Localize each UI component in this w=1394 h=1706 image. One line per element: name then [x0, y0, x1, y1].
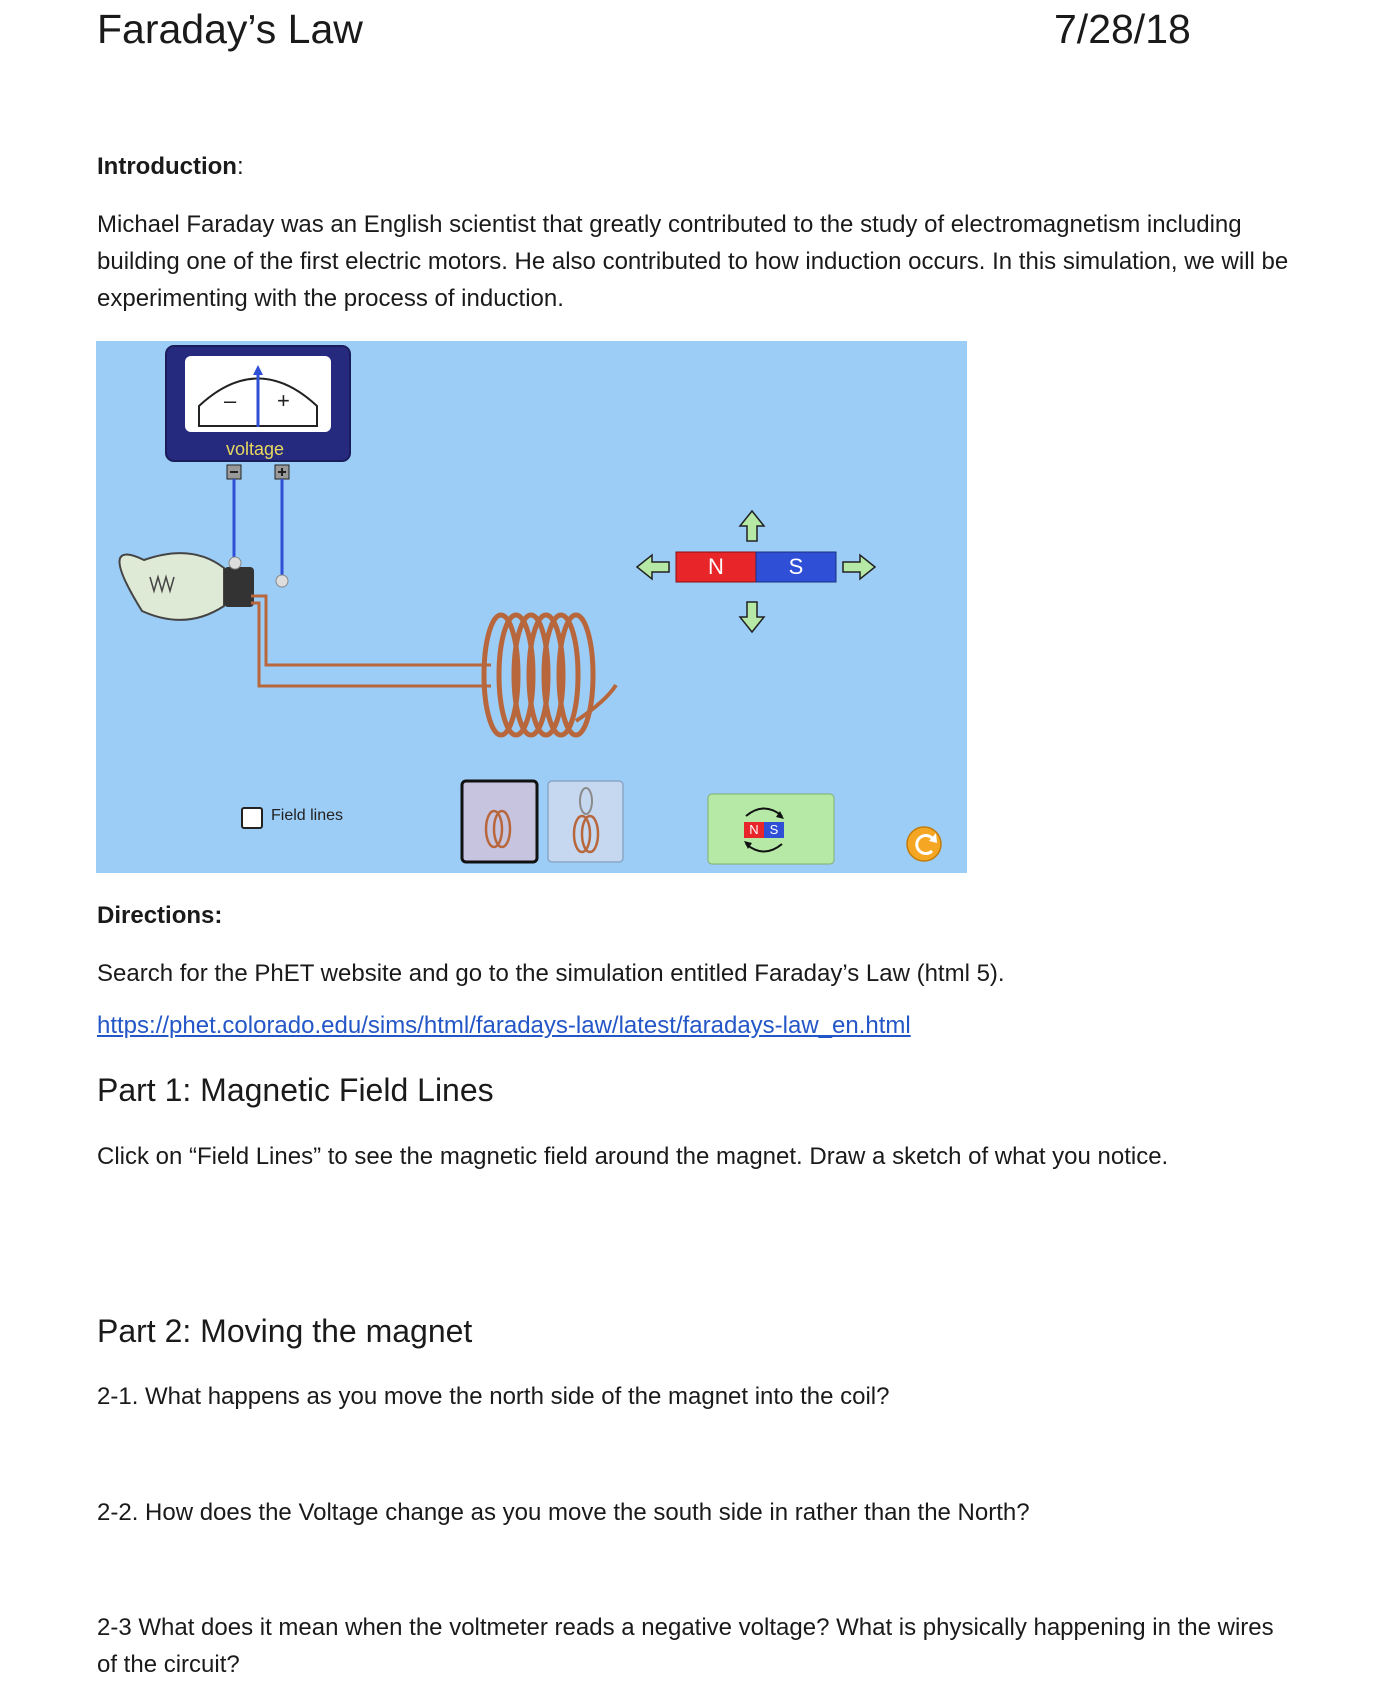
magnet-south-label[interactable]: S [788, 554, 804, 579]
bulb-base [224, 567, 254, 607]
directions-text: Search for the PhET website and go to the simulation entitled Faraday’s Law (html 5). [97, 960, 1005, 987]
intro-heading-text: Introduction [97, 153, 237, 180]
reset-icon [907, 827, 941, 861]
phet-link[interactable]: https://phet.colorado.edu/sims/html/faradays-law/latest/faradays-law_en.html [97, 1012, 911, 1039]
question-2-1: 2-1. What happens as you move the north side of the magnet into the coil? [97, 1383, 890, 1410]
arrow-right [843, 555, 875, 579]
arrow-down [740, 602, 764, 632]
document-date: 7/28/18 [1054, 6, 1191, 52]
arrow-up [740, 511, 764, 541]
part2-heading: Part 2: Moving the magnet [97, 1313, 473, 1349]
simulation-graphics [96, 341, 967, 873]
arrow-left [637, 555, 669, 579]
wire-bottom [251, 603, 491, 686]
field-lines-checkbox[interactable] [241, 807, 263, 829]
field-lines-label[interactable]: Field lines [271, 807, 344, 824]
flip-north-label: N [749, 822, 759, 837]
one-coil-button [462, 781, 537, 862]
flip-south-label: S [769, 822, 779, 837]
part1-heading: Part 1: Magnetic Field Lines [97, 1072, 494, 1108]
question-2-3: 2-3 What does it mean when the voltmeter reads a negative voltage? What is physically happening in the wires of the circuit? [97, 1614, 1274, 1678]
question-2-2: 2-2. How does the Voltage change as you move the south side in rather than the North? [97, 1499, 1030, 1526]
voltmeter-label: voltage [226, 439, 285, 459]
phet-simulation-screenshot [96, 341, 967, 873]
part1-text: Click on “Field Lines” to see the magnetic field around the magnet. Draw a sketch of what you notice. [97, 1143, 1169, 1170]
directions-heading: Directions: [97, 902, 223, 929]
coil [484, 615, 593, 735]
intro-paragraph: Michael Faraday was an English scientist that greatly contributed to the study of electromagnetism including building one of the first electric motors. He also contributed to how induction occurs. In this simulation, we will be experimenting with the process of induction. [97, 211, 1289, 312]
voltmeter-plus: + [277, 388, 290, 413]
magnet-north-label[interactable]: N [708, 554, 724, 579]
document-title: Faraday’s Law [97, 6, 363, 52]
intro-heading [97, 153, 244, 181]
voltmeter-minus: – [224, 388, 237, 413]
intro-heading-colon: : [236, 153, 244, 180]
wire-top [251, 596, 491, 665]
